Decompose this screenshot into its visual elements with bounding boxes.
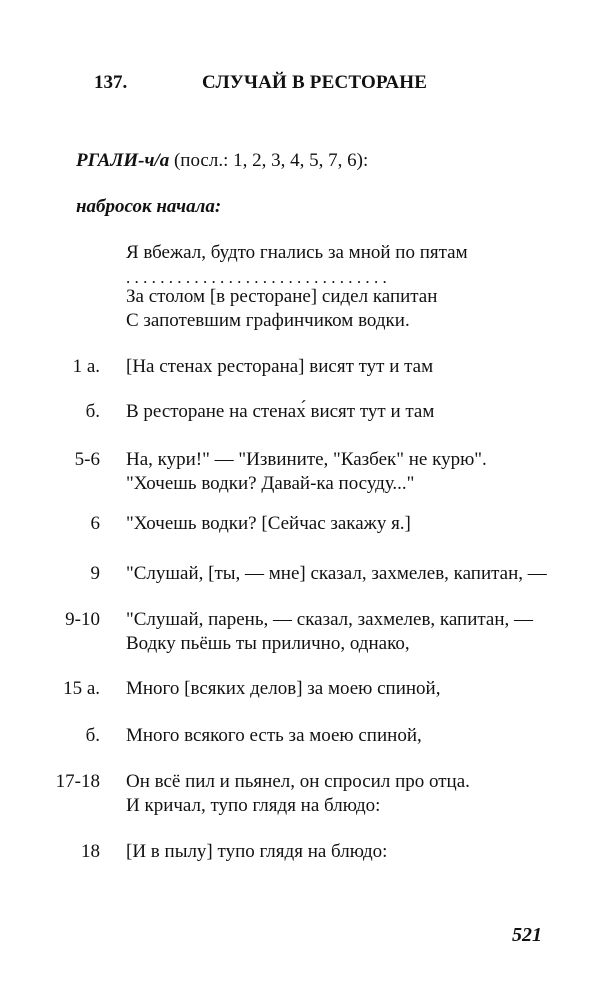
- source-sequence: (посл.: 1, 2, 3, 4, 5, 7, 6):: [173, 150, 369, 171]
- variant-line: Водку пьёшь ты прилично, однако,: [126, 633, 410, 654]
- item-number: 137.: [94, 72, 128, 93]
- variant-line: Много всякого есть за моею спиной,: [126, 725, 422, 746]
- variant-line: [И в пылу] тупо глядя на блюдо:: [126, 841, 388, 862]
- variant-line: [На стенах ресторана] висят тут и там: [126, 356, 434, 377]
- variant-label: 17-18: [55, 771, 100, 792]
- variant-line: Много [всяких делов] за моею спиной,: [126, 678, 441, 699]
- variant-label: 1 а.: [72, 356, 100, 377]
- ellipsis-dots: ...............................: [126, 268, 392, 287]
- variant-line: В ресторане на стенах́ висят тут и там: [126, 401, 435, 422]
- source-archive: РГАЛИ-ч/а: [76, 150, 170, 171]
- variant-label: 6: [90, 513, 100, 534]
- variant-label: 9-10: [65, 609, 100, 630]
- variant-label: 9: [90, 563, 100, 584]
- page-title: СЛУЧАЙ В РЕСТОРАНЕ: [202, 72, 428, 93]
- variant-line: "Хочешь водки? [Сейчас закажу я.]: [126, 513, 411, 534]
- sketch-label: набросок начала:: [76, 196, 222, 217]
- sketch-line-2: За столом [в ресторане] сидел капитан: [126, 286, 438, 307]
- variant-line: На, кури!" — "Извините, "Казбек" не курю".: [126, 449, 487, 470]
- variant-line: "Слушай, парень, — сказал, захмелев, капитан, —: [126, 609, 534, 630]
- variant-line: Он всё пил и пьянел, он спросил про отца.: [126, 771, 470, 792]
- variant-label: 18: [81, 841, 100, 862]
- source-line: [76, 150, 368, 172]
- variant-line: И кричал, тупо глядя на блюдо:: [126, 795, 381, 816]
- variant-line: "Хочешь водки? Давай-ка посуду...": [126, 473, 415, 494]
- variant-label: б.: [85, 725, 100, 746]
- variant-label: 15 а.: [63, 678, 100, 699]
- sketch-line-1: Я вбежал, будто гнались за мной по пятам: [126, 242, 468, 263]
- variant-line: "Слушай, [ты, — мне] сказал, захмелев, капитан, —: [126, 563, 547, 584]
- page-number: 521: [512, 924, 542, 946]
- variant-label: 5-6: [74, 449, 100, 470]
- variant-label: б.: [85, 401, 100, 422]
- sketch-line-3: С запотевшим графинчиком водки.: [126, 310, 410, 331]
